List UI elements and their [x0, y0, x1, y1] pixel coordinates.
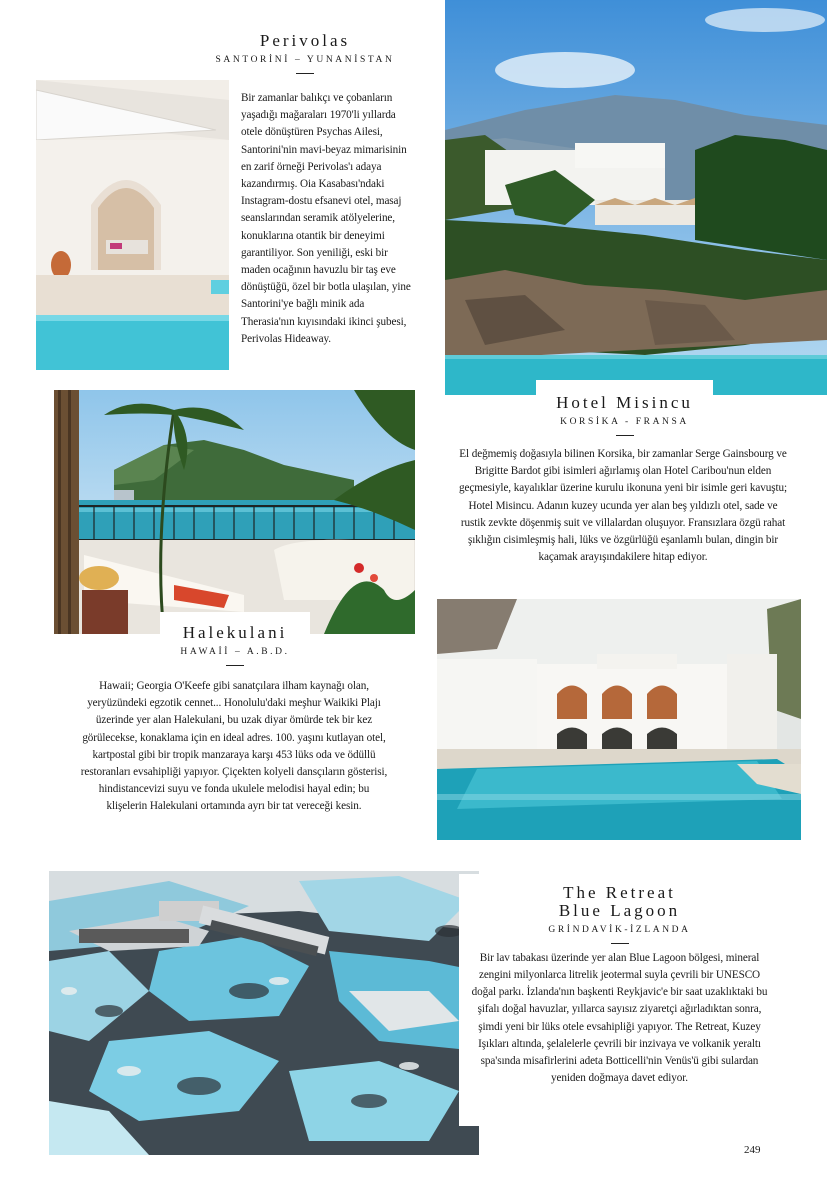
hotel-location: HAWAİİ – A.B.D.	[180, 646, 290, 657]
halekulani-label	[160, 612, 310, 670]
halekulani-photo	[54, 390, 415, 634]
hotel-misincu-label	[536, 380, 713, 440]
hotel-misincu-text: El değmemiş doğasıyla bilinen Korsika, bir zamanlar Serge Gainsbourg ve Brigitte Bardot gibi isimleri ağırlamış olan Hotel Caribou'nun elden geçmesiyle, kayalıklar üzerine kurulu ikonuna yeni bir isimle geri kavuştu; Hotel Misincu. Adanın kuzey ucunda yer alan beş yıldızlı otel, sade ve rustik zevkte döşenmiş suit ve villalardan oluşuyor. Fransızlara özgü rahat şıklığın cisimleşmiş hali, lüks ve özgürlüğü eşanlamlı bulan, dingin bir kaçamak arayışındakilere hitap ediyor.	[458, 448, 788, 564]
perivolas-heading	[200, 32, 410, 74]
hotel-name-line-1: The Retreat	[563, 883, 676, 902]
hotel-misincu-photo	[445, 0, 827, 395]
divider	[226, 665, 244, 666]
divider	[611, 943, 629, 944]
divider	[296, 73, 314, 74]
page-number: 249	[744, 1144, 761, 1156]
hotel-name: Halekulani	[182, 623, 288, 642]
perivolas-photo	[36, 80, 229, 370]
perivolas-text: Bir zamanlar balıkçı ve çobanların yaşadığı mağaraları 1970'li yıllarda otele dönüştüren Psychas Ailesi, Santorini'nin mavi-beyaz mimarisinin en zarif örneği Perivolas'ı adaya kazandırmış. Oia Kasabası'ndaki Instagram-dostu efsanevi otel, masaj seanslarından seramik atölyelerine, konuklarına otantik bir deneyimi garantiliyor. Son yeniliği, eski bir maden ocağının havuzlu bir taş eve dönüştüğü, özel bir botla ulaşılan, yine Santorini'ye bağlı minik ada Therasia'nın kıyısındaki ikinci şubesi, Perivolas Hideaway.	[241, 92, 411, 345]
hotel-location: KORSİKA - FRANSA	[560, 416, 689, 427]
hotel-name: Hotel Misincu	[556, 393, 693, 412]
blue-lagoon-label	[459, 874, 780, 1126]
halekulani-text: Hawaii; Georgia O'Keefe gibi sanatçılara ilham kaynağı olan, yeryüzündeki egzotik cennet... Honolulu'daki meşhur Waikiki Plajı üzerinde yer alan Halekulani, bu uzak diyar ömürde tek bir kez görülecekse, konaklama için en ideal adres. 100. yaşını kutlayan otel, kartpostal gibi bir tropik manzaraya karşı 453 lüks oda ve ödüllü restoranları evsahipliği yapıyor. Çiçekten kolyeli dansçıların gösterisi, hindistancevizi suyu ve fonda ukulele melodisi hayal edin; bu klişelerin Halekulani ortamında ayrı bir tat vereceği kesin.	[80, 680, 388, 813]
hotel-name-line-2: Blue Lagoon	[558, 900, 681, 920]
hotel-location: GRİNDAVİK-İZLANDA	[548, 924, 691, 935]
hotel-location: SANTORİNİ – YUNANİSTAN	[215, 54, 395, 65]
blue-lagoon-photo	[49, 871, 479, 1155]
hotel-name: Perivolas	[259, 31, 351, 50]
misincu-pool-photo	[437, 599, 801, 840]
blue-lagoon-text: Bir lav tabakası üzerinde yer alan Blue Lagoon bölgesi, mineral zengini milyonlarca litrelik jeotermal suyla çevrili bir UNESCO doğal parkı. İzlanda'nın başkenti Reykjavic'e bir saat uzaklıktaki bu şifalı doğal havuzlar, yıllarca sayısız ziyaretçi ağırladıktan sonra, şimdi yeni bir lüks otele evsahipliği yapıyor. The Retreat, Kuzey Işıkları altında, şelalelerle çevrili bir inzivaya ve volkanik yeraltı spa'sında misafirlerini adeta Botticelli'nin Venüs'ü gibi sulardan yeniden doğmaya davet ediyor.	[471, 951, 768, 1085]
divider	[616, 435, 634, 436]
